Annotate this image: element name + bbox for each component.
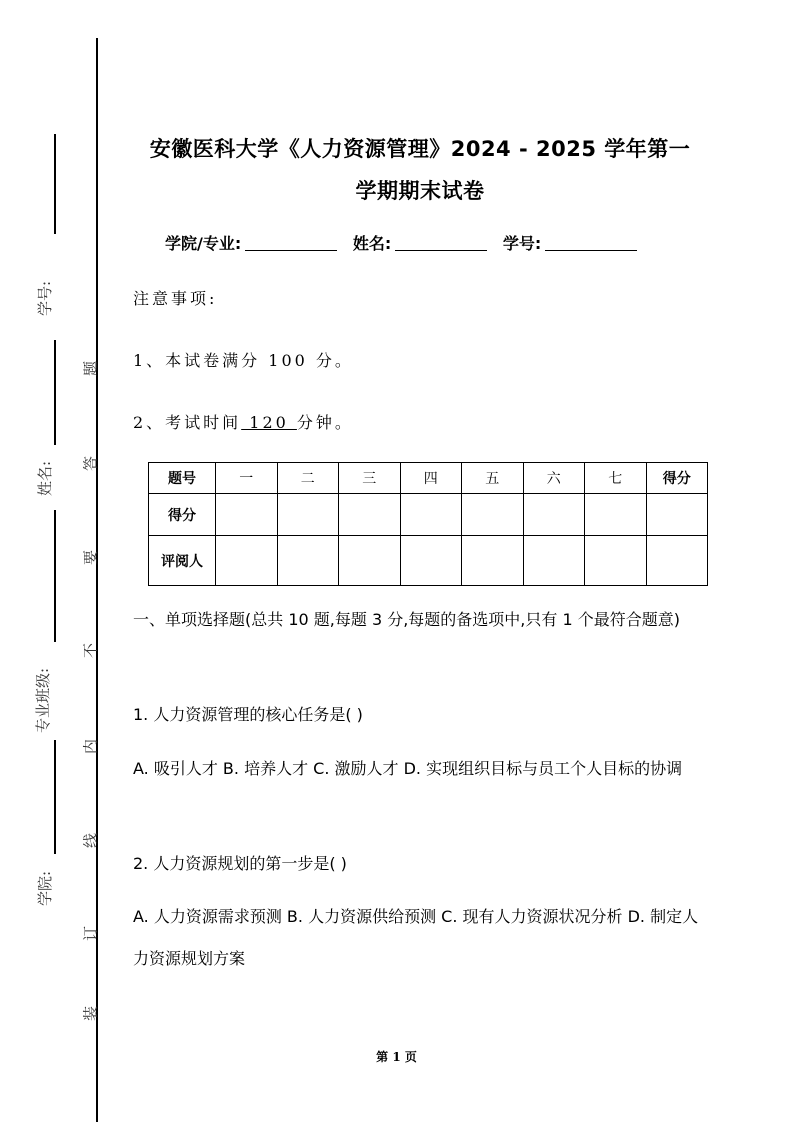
seal-char: 订 [81, 926, 100, 942]
reviewer-cell[interactable] [585, 536, 647, 586]
reviewer-row [149, 536, 708, 586]
binding-line [96, 38, 98, 1122]
notes-heading: 注意事项: [133, 289, 218, 308]
note-exam-time-suffix: 分钟。 [296, 413, 354, 432]
note-full-score: 1、本试卷满分 100 分。 [133, 351, 354, 370]
exam-title-line1: 安徽医科大学《人力资源管理》2024 - 2025 学年第一 [149, 137, 691, 161]
question-options: A. 吸引人才 B. 培养人才 C. 激励人才 D. 实现组织目标与员工个人目标的协调 [133, 759, 683, 778]
score-cell[interactable] [339, 494, 401, 536]
seal-char: 答 [81, 456, 100, 472]
score-cell[interactable] [523, 494, 585, 536]
score-cell[interactable] [585, 494, 647, 536]
college-major-label: 学院/专业: [165, 234, 242, 253]
seal-char: 线 [81, 833, 100, 849]
score-cell[interactable] [646, 494, 708, 536]
score-table-header-row [149, 463, 708, 494]
score-cell[interactable] [400, 494, 462, 536]
section-heading: 一、单项选择题(总共 10 题,每题 3 分,每题的备选项中,只有 1 个最符合题意) [133, 610, 680, 629]
student-id-label: 学号: [502, 234, 542, 253]
exam-time-value: 120 [241, 413, 297, 432]
question-options: A. 人力资源需求预测 B. 人力资源供给预测 C. 现有人力资源状况分析 D. 制定人力资源规划方案 [133, 907, 699, 968]
question-stem: 1. 人力资源管理的核心任务是( ) [133, 705, 363, 724]
header-cell: 五 [462, 463, 524, 494]
note-exam-time-prefix: 2、考试时间 [133, 413, 242, 432]
student-id-blank[interactable] [545, 236, 637, 251]
name-label: 姓名: [36, 460, 55, 497]
class-blank-line [54, 510, 56, 642]
page-number: 第 1 页 [376, 1050, 417, 1064]
header-cell: 六 [523, 463, 585, 494]
reviewer-cell[interactable] [646, 536, 708, 586]
seal-char: 装 [81, 1006, 100, 1022]
reviewer-cell[interactable] [523, 536, 585, 586]
header-cell: 二 [277, 463, 339, 494]
seal-char: 内 [81, 739, 100, 755]
seal-char: 题 [81, 361, 100, 377]
row-label: 得分 [149, 494, 216, 536]
header-cell: 一 [216, 463, 278, 494]
score-table [148, 462, 708, 586]
class-label: 专业班级: [34, 667, 53, 734]
note-exam-time [133, 410, 354, 433]
name-blank[interactable] [395, 236, 487, 251]
student-info-row [165, 231, 647, 254]
seal-char: 不 [81, 643, 100, 659]
header-cell: 题号 [149, 463, 216, 494]
college-label: 学院: [36, 870, 55, 907]
college-blank-line [54, 740, 56, 854]
score-row [149, 494, 708, 536]
reviewer-cell[interactable] [400, 536, 462, 586]
header-cell: 得分 [646, 463, 708, 494]
student-id-blank-line [54, 134, 56, 234]
question-stem: 2. 人力资源规划的第一步是( ) [133, 854, 347, 873]
header-cell: 七 [585, 463, 647, 494]
reviewer-cell[interactable] [339, 536, 401, 586]
score-cell[interactable] [277, 494, 339, 536]
seal-char: 要 [81, 550, 100, 566]
header-cell: 四 [400, 463, 462, 494]
student-id-label: 学号: [36, 280, 55, 317]
name-blank-line [54, 340, 56, 445]
exam-title-line2: 学期期末试卷 [355, 179, 485, 203]
score-cell[interactable] [462, 494, 524, 536]
score-cell[interactable] [216, 494, 278, 536]
reviewer-cell[interactable] [216, 536, 278, 586]
reviewer-cell[interactable] [462, 536, 524, 586]
row-label: 评阅人 [149, 536, 216, 586]
reviewer-cell[interactable] [277, 536, 339, 586]
college-major-blank[interactable] [245, 236, 337, 251]
header-cell: 三 [339, 463, 401, 494]
name-label: 姓名: [352, 234, 392, 253]
